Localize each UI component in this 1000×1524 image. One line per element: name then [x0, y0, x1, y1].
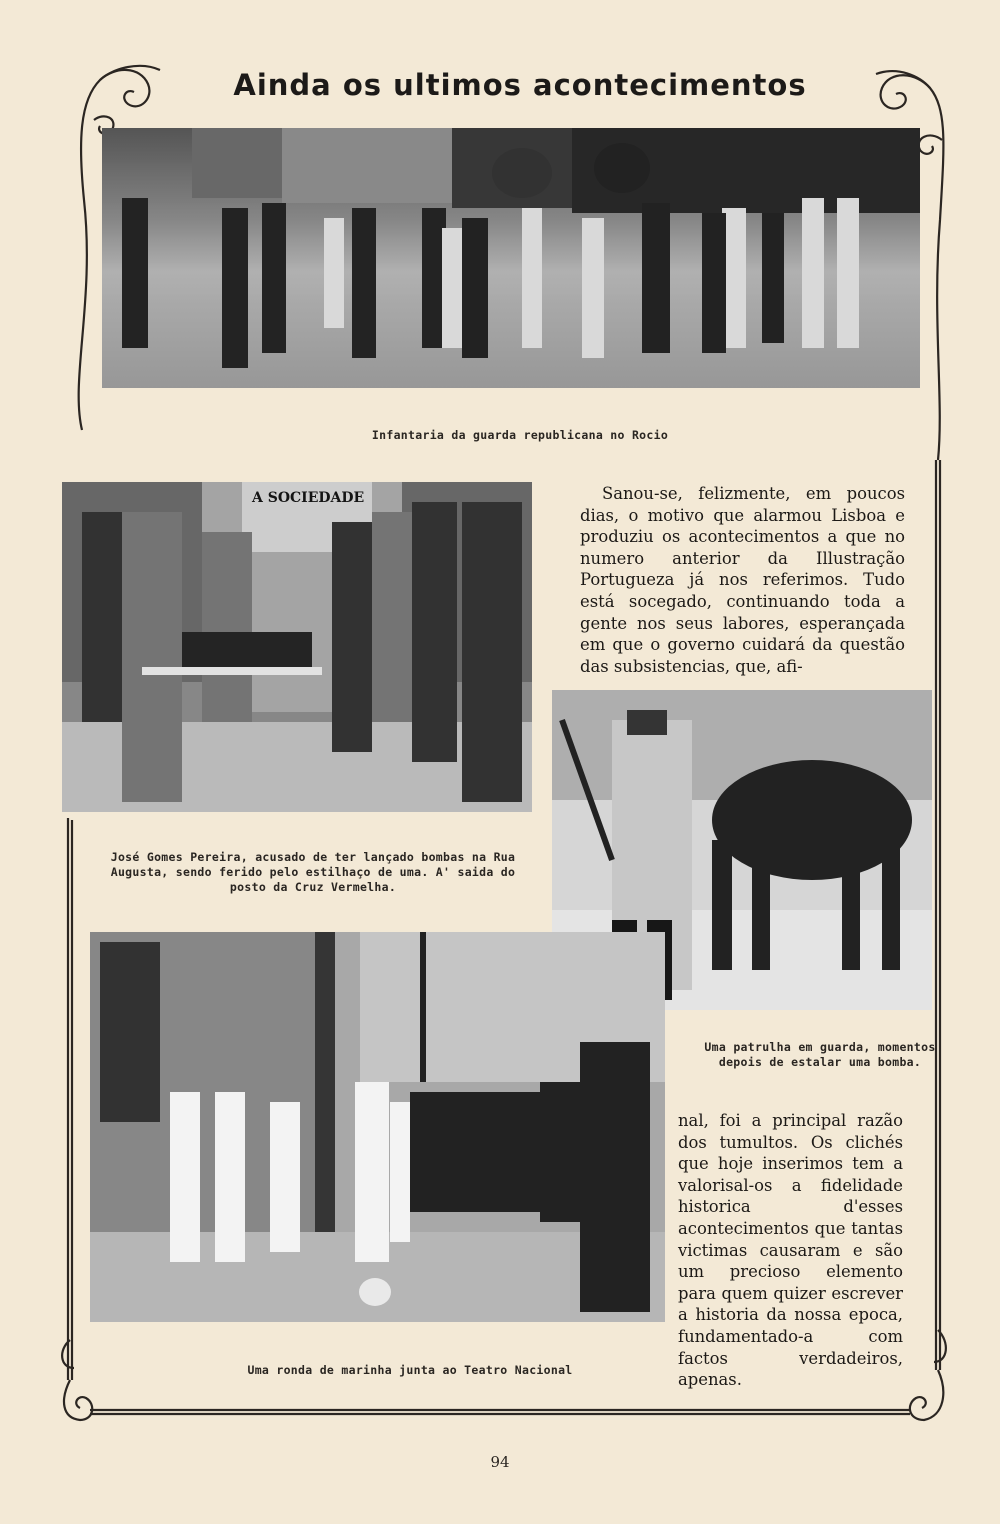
caption-infantry: Infantaria da guarda republicana no Rocio	[371, 428, 669, 442]
caption-navy: Uma ronda de marinha junta ao Teatro Nacional	[247, 1363, 573, 1377]
poster-text: A SOCIEDADE	[252, 490, 365, 506]
caption-red-cross: José Gomes Pereira, acusado de ter lançado bombas na Rua Augusta, sendo ferido pelo estilhaço de uma. A' saida do posto da Cruz Vermelha.	[110, 850, 516, 894]
photo-navy-patrol-theatre	[90, 932, 665, 1322]
page-title: Ainda os ultimos acontecimentos	[233, 68, 807, 102]
article-text-part2: nal, foi a principal razão dos tumultos. Os clichés que hoje inserimos tem a valorisal-os a fidelidade historica d'esses acontecimentos que tantas victimas causaram e são um precioso elemento para quem quizer escrever a historia da nossa epoca, fundamentado-a com factos verdadeiros, apenas.	[678, 1111, 903, 1390]
photo-red-cross-post	[62, 482, 532, 812]
page-number: 94	[490, 1453, 510, 1471]
photo-infantry-rocio	[102, 128, 920, 388]
caption-patrol: Uma patrulha em guarda, momentos depois de estalar uma bomba.	[704, 1040, 936, 1069]
article-text-part1: Sanou-se, felizmente, em poucos dias, o motivo que alarmou Lisboa e produziu os acontecimentos a que no numero anterior da Illustração Portugueza já nos referimos. Tudo está socegado, continuando toda a gente nos seus labores, esperançada em que o governo cuidará da questão das subsistencias, que, afi-	[580, 484, 905, 676]
